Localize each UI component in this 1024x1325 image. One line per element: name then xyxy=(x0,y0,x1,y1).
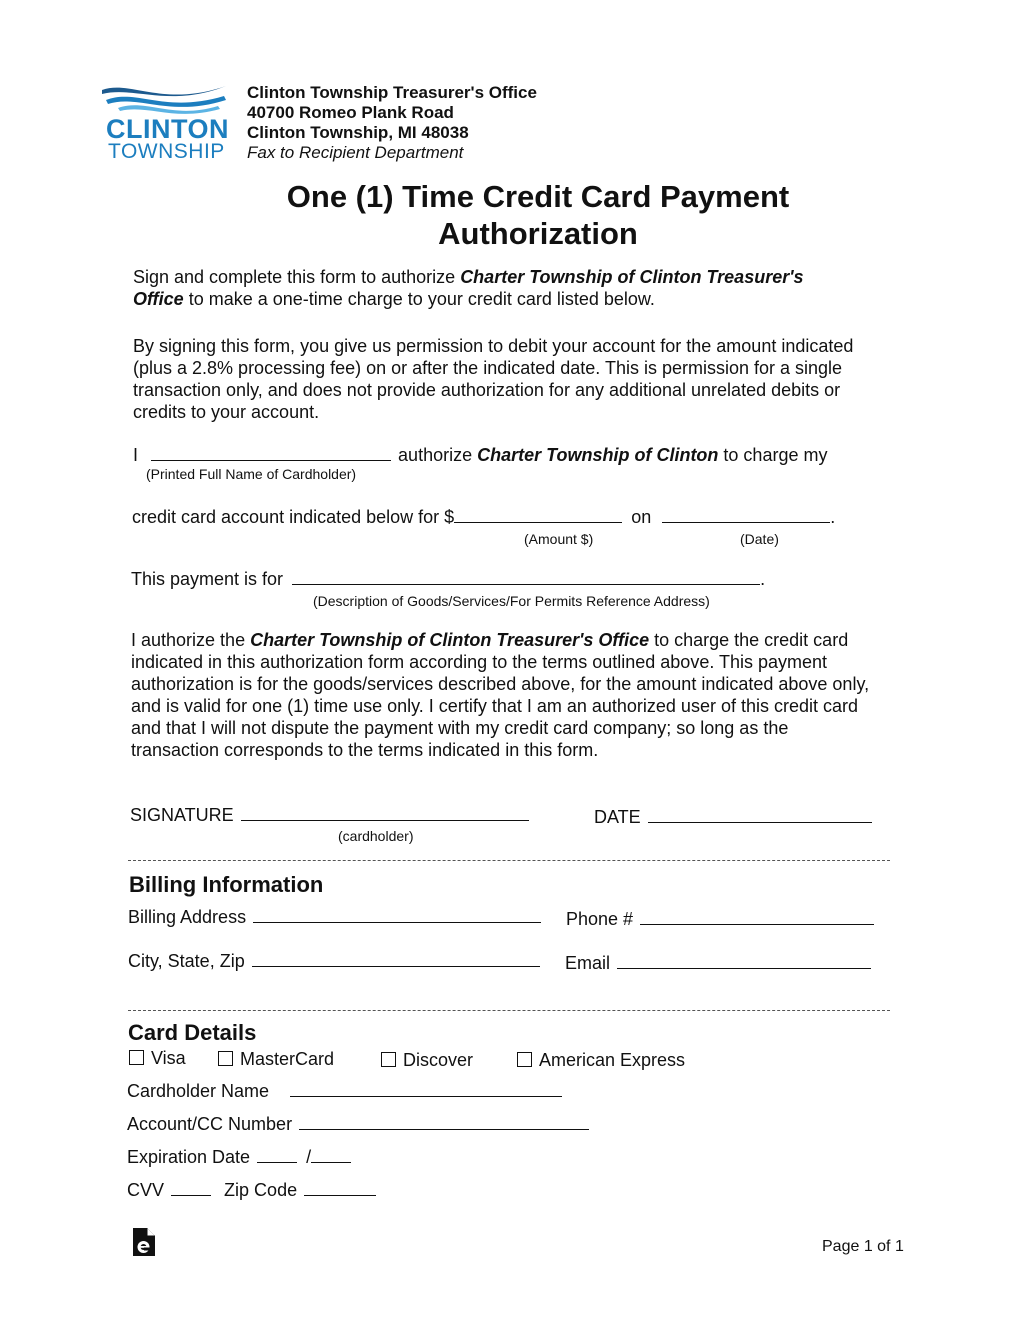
card-option-amex[interactable] xyxy=(517,1049,685,1071)
account-label: Account/CC Number xyxy=(127,1114,293,1134)
payment-description-field[interactable] xyxy=(292,583,760,585)
discover-checkbox[interactable] xyxy=(381,1052,396,1067)
email-field[interactable] xyxy=(617,967,871,969)
page-number: Page 1 of 1 xyxy=(822,1238,904,1255)
expiration-year-field[interactable] xyxy=(311,1161,351,1163)
city-field[interactable] xyxy=(252,965,540,967)
e-document-icon xyxy=(131,1226,157,1258)
card-option-mastercard[interactable] xyxy=(218,1048,334,1070)
certify-entity: Charter Township of Clinton Treasurer's Office xyxy=(250,630,650,650)
phone-row xyxy=(566,908,874,930)
office-street: 40700 Romeo Plank Road xyxy=(247,103,454,122)
expiration-slash: / xyxy=(306,1147,312,1167)
expiration-row xyxy=(127,1146,351,1168)
cardholder-row xyxy=(127,1080,562,1102)
email-row xyxy=(565,952,871,974)
signature-row xyxy=(130,804,529,826)
date-label: DATE xyxy=(594,807,641,827)
billing-title: Billing Information xyxy=(129,872,324,897)
signature-date-row xyxy=(594,806,872,828)
intro-text-end: to make a one-time charge to your credit card listed below. xyxy=(183,289,655,309)
office-name: Clinton Township Treasurer's Office xyxy=(247,83,537,102)
amount-field[interactable] xyxy=(454,521,622,523)
cardholder-name-field[interactable] xyxy=(151,459,391,461)
card-option-discover[interactable] xyxy=(381,1049,473,1071)
payment-caption: (Description of Goods/Services/For Permits Reference Address) xyxy=(313,593,710,609)
amex-label: American Express xyxy=(539,1050,686,1070)
fax-note: Fax to Recipient Department xyxy=(247,143,464,162)
logo-township-text: TOWNSHIP xyxy=(108,140,225,163)
permission-paragraph: By signing this form, you give us permission to debit your account for the amount indicated (plus a 2.8% processing fee) on or after the indicated date. This is permission for a single transaction only, and does not provide authorization for any additional unrelated debits or credits to your account. xyxy=(133,336,854,422)
city-label: City, State, Zip xyxy=(128,951,245,971)
amount-line xyxy=(132,506,835,528)
signature-label: SIGNATURE xyxy=(130,805,234,825)
card-title: Card Details xyxy=(128,1020,257,1045)
certify-text: I authorize the xyxy=(131,630,251,650)
authorize-text: authorize xyxy=(398,445,478,465)
cvv-label: CVV xyxy=(127,1180,165,1200)
township-logo xyxy=(100,80,230,162)
email-label: Email xyxy=(565,953,611,973)
office-city: Clinton Township, MI 48038 xyxy=(247,123,469,142)
payment-line xyxy=(131,568,765,590)
signature-caption: (cardholder) xyxy=(338,828,414,844)
amex-checkbox[interactable] xyxy=(517,1052,532,1067)
intro-entity: Charter Township of Clinton Treasurer's xyxy=(460,267,804,287)
billing-address-row xyxy=(128,906,541,928)
phone-label: Phone # xyxy=(566,909,634,929)
expiration-month-field[interactable] xyxy=(257,1161,297,1163)
period: . xyxy=(830,507,836,527)
phone-field[interactable] xyxy=(640,923,874,925)
intro-paragraph xyxy=(133,266,878,310)
account-field[interactable] xyxy=(299,1128,589,1130)
intro-entity-cont: Office xyxy=(133,289,184,309)
date-caption: (Date) xyxy=(740,531,779,547)
authorize-line xyxy=(133,444,883,466)
city-row xyxy=(128,950,540,972)
name-caption: (Printed Full Name of Cardholder) xyxy=(146,466,357,482)
divider-1 xyxy=(128,860,890,861)
cvv-row xyxy=(127,1179,376,1201)
signature-date-field[interactable] xyxy=(648,821,872,823)
on-text: on xyxy=(631,507,652,527)
authorize-text-end: to charge my xyxy=(718,445,828,465)
mastercard-checkbox[interactable] xyxy=(218,1051,233,1066)
cvv-field[interactable] xyxy=(171,1194,211,1196)
payment-period: . xyxy=(760,569,766,589)
payment-text: This payment is for xyxy=(131,569,284,589)
amount-text: credit card account indicated below for $ xyxy=(132,507,455,527)
date-field[interactable] xyxy=(662,521,830,523)
expiration-label: Expiration Date xyxy=(127,1147,251,1167)
billing-address-field[interactable] xyxy=(253,921,541,923)
account-row xyxy=(127,1113,589,1135)
card-option-visa[interactable] xyxy=(129,1047,186,1069)
certify-paragraph xyxy=(131,629,871,761)
divider-2 xyxy=(128,1010,890,1011)
zip-label: Zip Code xyxy=(224,1180,298,1200)
amount-caption: (Amount $) xyxy=(524,531,594,547)
authorize-entity: Charter Township of Clinton xyxy=(477,445,719,465)
office-address xyxy=(247,83,537,163)
authorize-i: I xyxy=(133,445,139,465)
wave-icon xyxy=(100,80,230,118)
discover-label: Discover xyxy=(403,1050,474,1070)
mastercard-label: MasterCard xyxy=(240,1049,335,1069)
visa-checkbox[interactable] xyxy=(129,1050,144,1065)
page-title xyxy=(180,178,896,252)
visa-label: Visa xyxy=(151,1048,186,1068)
signature-field[interactable] xyxy=(241,819,529,821)
zip-field[interactable] xyxy=(304,1194,376,1196)
title-line-2: Authorization xyxy=(438,216,638,251)
certify-text-end: to charge the credit card indicated in this authorization form according to the terms outlined above. This payment authorization is for the goods/services described above, for the amount indicated above only, and is valid for one (1) time use only. I certify that I am an authorized user of this credit card and that I will not dispute the payment with my credit card company; so long as the transaction corresponds to the terms indicated in this form. xyxy=(131,630,870,760)
title-line-1: One (1) Time Credit Card Payment xyxy=(286,179,790,214)
billing-address-label: Billing Address xyxy=(128,907,247,927)
cardholder-label: Cardholder Name xyxy=(127,1081,270,1101)
intro-text: Sign and complete this form to authorize xyxy=(133,267,461,287)
cardholder-field[interactable] xyxy=(290,1095,562,1097)
logo-clinton-text: CLINTON xyxy=(106,114,229,144)
